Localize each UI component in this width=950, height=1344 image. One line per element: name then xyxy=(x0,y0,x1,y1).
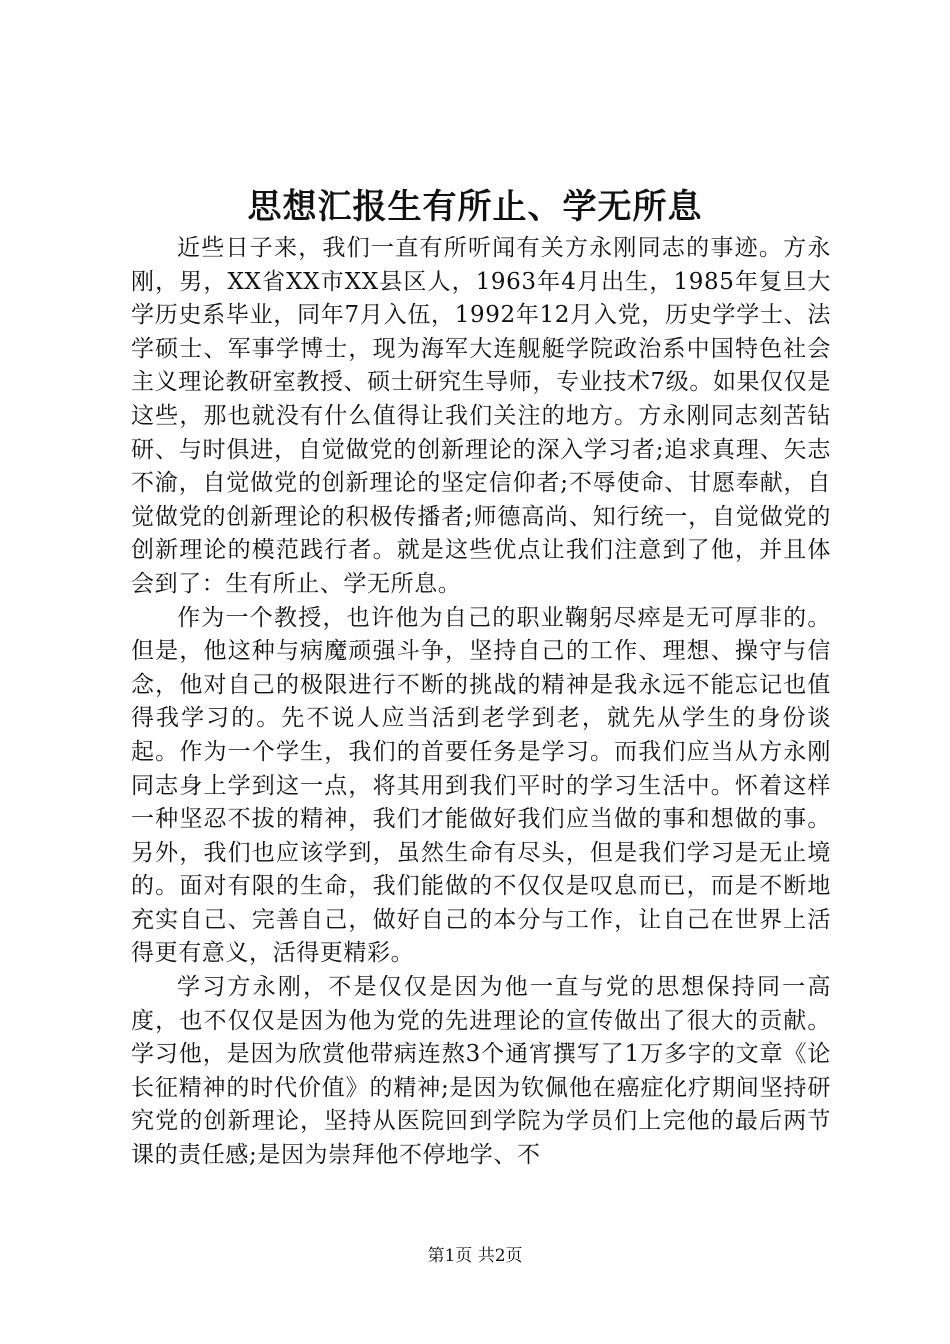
page-footer: 第1页 共2页 xyxy=(427,1246,523,1266)
paragraph-3: 学习方永刚，不是仅仅是因为他一直与党的思想保持同一高度，也不仅仅是因为他为党的先进理论的宣传做出了很大的贡献。学习他，是因为欣赏他带病连熬3个通宵撰写了1万多字的文章《论长征精神的时代价值》的精神;是因为钦佩他在癌症化疗期间坚持研究党的创新理论，坚持从医院回到学院为学员们上完他的最后两节课的责任感;是因为崇拜他不停地学、不 xyxy=(131,974,831,1169)
paragraph-2: 作为一个教授，也许他为自己的职业鞠躬尽瘁是无可厚非的。但是，他这种与病魔顽强斗争，坚持自己的工作、理想、操守与信念，他对自己的极限进行不断的挑战的精神是我永远不能忘记也值得我学习的。先不说人应当活到老学到老，就先从学生的身份谈起。作为一个学生，我们的首要任务是学习。而我们应当从方永刚同志身上学到这一点，将其用到我们平时的学习生活中。怀着这样一种坚忍不拔的精神，我们才能做好我们应当做的事和想做的事。另外，我们也应该学到，虽然生命有尽头，但是我们学习是无止境的。面对有限的生命，我们能做的不仅仅是叹息而已，而是不断地充实自己、完善自己，做好自己的本分与工作，让自己在世界上活得更有意义，活得更精彩。 xyxy=(131,604,831,967)
paragraph-1: 近些日子来，我们一直有所听闻有关方永刚同志的事迹。方永刚，男，XX省XX市XX县区人，1963年4月出生，1985年复旦大学历史系毕业，同年7月入伍，1992年12月入党，历史学学士、法学硕士、军事学博士，现为海军大连舰艇学院政治系中国特色社会主义理论教研室教授、硕士研究生导师，专业技术7级。如果仅仅是这些，那也就没有什么值得让我们关注的地方。方永刚同志刻苦钻研、与时俱进，自觉做党的创新理论的深入学习者;追求真理、矢志不渝，自觉做党的创新理论的坚定信仰者;不辱使命、甘愿奉献，自觉做党的创新理论的积极传播者;师德高尚、知行统一，自觉做党的创新理论的模范践行者。就是这些优点让我们注意到了他，并且体会到了：生有所止、学无所息。 xyxy=(131,235,831,597)
document-body xyxy=(131,232,831,1173)
document-title: 思想汇报生有所止、学无所息 xyxy=(247,187,703,227)
